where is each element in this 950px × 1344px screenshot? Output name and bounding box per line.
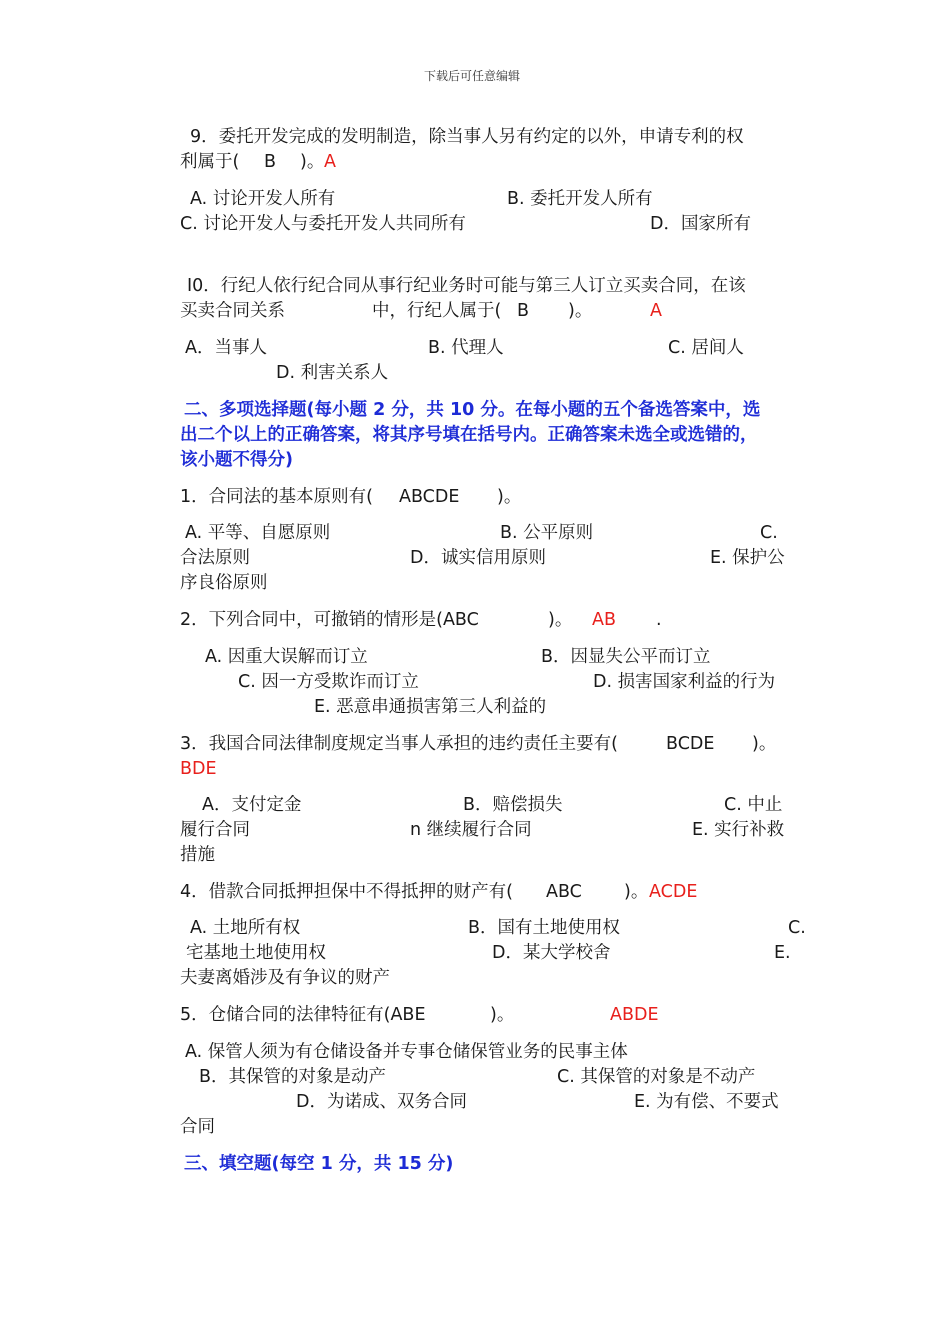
q9-option-d: D．国家所有 bbox=[650, 214, 751, 234]
m2-option-a: A. 因重大误解而订立 bbox=[205, 647, 368, 667]
m4-option-c-text: 宅基地土地使用权 bbox=[186, 943, 326, 963]
m1-stem-a: 1．合同法的基本原则有( bbox=[180, 487, 373, 507]
q9-stem-b: )。 bbox=[300, 152, 325, 172]
q10-option-d: D. 利害关系人 bbox=[276, 363, 389, 383]
q9-option-c: C. 讨论开发人与委托开发人共同所有 bbox=[180, 214, 466, 234]
m1-option-e-label: E. 保护公 bbox=[710, 548, 785, 568]
q10-stem-c: )。 bbox=[568, 301, 593, 321]
m4-option-a: A. 土地所有权 bbox=[190, 918, 301, 938]
q10-stem-a: 买卖合同关系 bbox=[180, 301, 285, 321]
q9-option-b: B. 委托开发人所有 bbox=[507, 189, 653, 209]
m4-stem-b: )。 bbox=[624, 882, 649, 902]
m4-option-e-text: 夫妻离婚涉及有争议的财产 bbox=[180, 968, 390, 988]
q9-option-a: A. 讨论开发人所有 bbox=[190, 189, 336, 209]
m3-option-c-label: C. 中止 bbox=[724, 795, 783, 815]
m1-option-c-label: C. bbox=[760, 523, 778, 543]
q10-given-answer: B bbox=[517, 301, 530, 321]
m4-correct-answer: ACDE bbox=[649, 882, 698, 902]
section3-heading: 三、填空题(每空 1 分，共 15 分) bbox=[184, 1154, 454, 1174]
m2-option-d: D. 损害国家利益的行为 bbox=[593, 672, 776, 692]
m5-option-d: D．为诺成、双务合同 bbox=[296, 1092, 467, 1112]
q9-given-answer: B bbox=[264, 152, 277, 172]
m1-stem-b: )。 bbox=[497, 487, 522, 507]
m2-option-e: E. 恶意串通损害第三人利益的 bbox=[314, 697, 547, 717]
section2-heading-line3: 该小题不得分) bbox=[180, 450, 293, 470]
q9-stem-a: 利属于( bbox=[180, 152, 240, 172]
m5-option-e-label: E. 为有偿、不要式 bbox=[634, 1092, 779, 1112]
m3-option-b: B．赔偿损失 bbox=[463, 795, 563, 815]
m5-option-e-text: 合同 bbox=[180, 1117, 215, 1137]
m2-option-b: B．因显失公平而订立 bbox=[541, 647, 711, 667]
m3-option-a: A．支付定金 bbox=[202, 795, 302, 815]
m5-correct-answer: ABDE bbox=[610, 1005, 659, 1025]
q9-stem-line1: 9．委托开发完成的发明制造，除当事人另有约定的以外，申请专利的权 bbox=[190, 127, 744, 147]
m3-option-d: n 继续履行合同 bbox=[410, 820, 532, 840]
m5-option-c: C. 其保管的对象是不动产 bbox=[557, 1067, 756, 1087]
m1-option-c-text: 合法原则 bbox=[180, 548, 250, 568]
m2-stem-a: 2．下列合同中，可撤销的情形是(ABC bbox=[180, 610, 479, 630]
m4-given-answer: ABC bbox=[546, 882, 582, 902]
m5-stem-a: 5．仓储合同的法律特征有(ABE bbox=[180, 1005, 426, 1025]
m4-option-c-label: C. bbox=[788, 918, 806, 938]
q10-correct-answer: A bbox=[650, 301, 662, 321]
m3-given-answer: BCDE bbox=[666, 734, 715, 754]
section2-heading-line2: 出二个以上的正确答案，将其序号填在括号内。正确答案未选全或选错的， bbox=[180, 425, 758, 445]
m3-option-e-label: E. 实行补救 bbox=[692, 820, 785, 840]
m2-dot: . bbox=[656, 610, 662, 630]
m3-option-c-text: 履行合同 bbox=[180, 820, 250, 840]
q10-option-c: C. 居间人 bbox=[668, 338, 744, 358]
m3-stem-a: 3．我国合同法律制度规定当事人承担的违约责任主要有( bbox=[180, 734, 618, 754]
m4-option-d: D．某大学校舍 bbox=[492, 943, 611, 963]
m4-option-e-label: E. bbox=[774, 943, 791, 963]
m5-option-b: B．其保管的对象是动产 bbox=[199, 1067, 387, 1087]
section2-heading-line1: 二、多项选择题(每小题 2 分，共 10 分。在每小题的五个备选答案中，选 bbox=[184, 400, 761, 420]
m2-option-c: C. 因一方受欺诈而订立 bbox=[238, 672, 419, 692]
m3-correct-answer: BDE bbox=[180, 759, 217, 779]
m1-option-a: A. 平等、自愿原则 bbox=[185, 523, 331, 543]
m2-stem-b: )。 bbox=[548, 610, 573, 630]
m5-option-a: A. 保管人须为有仓储设备并专事仓储保管业务的民事主体 bbox=[185, 1042, 628, 1062]
m1-option-b: B. 公平原则 bbox=[500, 523, 594, 543]
q10-option-a: A．当事人 bbox=[185, 338, 267, 358]
q10-option-b: B. 代理人 bbox=[428, 338, 504, 358]
q9-correct-answer: A bbox=[324, 152, 336, 172]
m3-stem-b: )。 bbox=[752, 734, 777, 754]
q10-stem-b: 中，行纪人属于( bbox=[372, 301, 502, 321]
m3-option-e-text: 措施 bbox=[180, 845, 215, 865]
page-header: 下载后可任意编辑 bbox=[424, 69, 521, 83]
m5-stem-b: )。 bbox=[490, 1005, 515, 1025]
m2-correct-answer: AB bbox=[592, 610, 616, 630]
m1-given-answer: ABCDE bbox=[399, 487, 460, 507]
m1-option-d: D．诚实信用原则 bbox=[410, 548, 546, 568]
m4-option-b: B．国有土地使用权 bbox=[468, 918, 621, 938]
m1-option-e-text: 序良俗原则 bbox=[180, 573, 268, 593]
q10-stem-line1: I0．行纪人依行纪合同从事行纪业务时可能与第三人订立买卖合同，在该 bbox=[187, 276, 746, 296]
m4-stem-a: 4．借款合同抵押担保中不得抵押的财产有( bbox=[180, 882, 513, 902]
